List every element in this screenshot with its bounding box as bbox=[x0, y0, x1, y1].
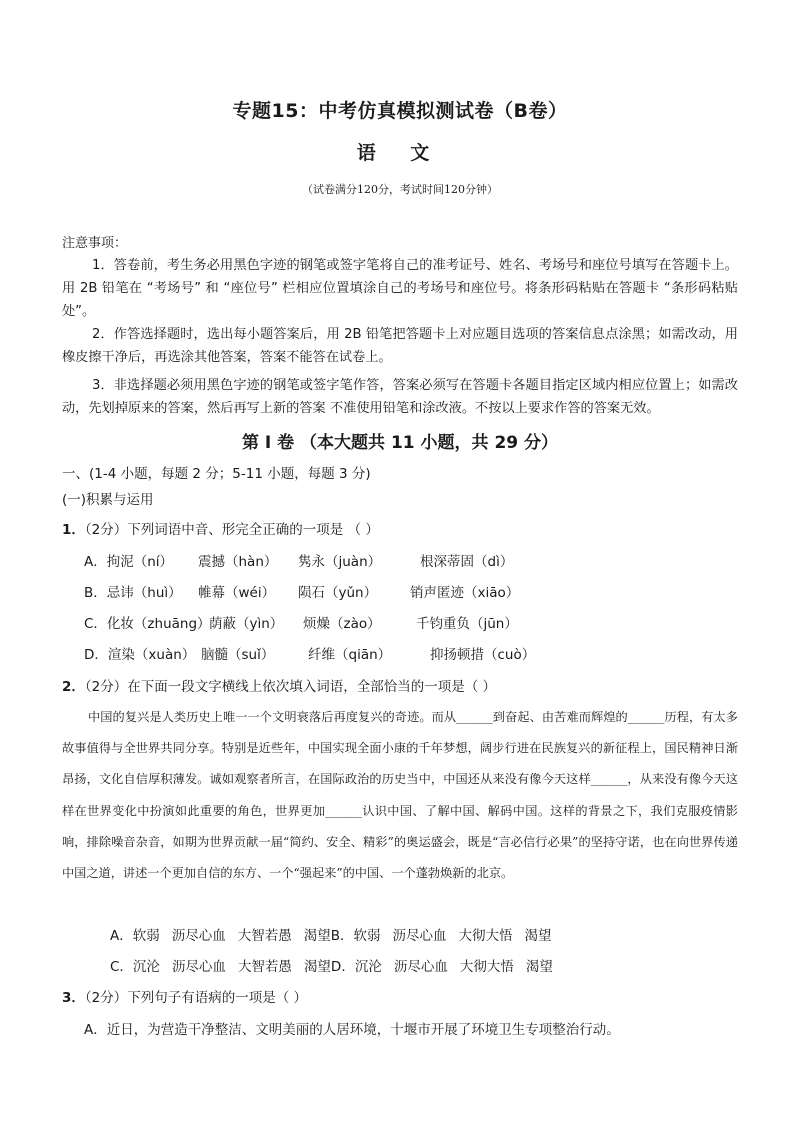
option-word: 大彻大悟 bbox=[459, 959, 514, 975]
option-word: 沥尽心血 bbox=[171, 928, 226, 944]
question-stem: （2分）在下面一段文字横线上依次填入词语，全部恰当的一项是（ ） bbox=[84, 679, 497, 695]
q1-option-c bbox=[84, 612, 518, 632]
q1-option-a bbox=[84, 550, 513, 570]
option-word: B．忌讳（huì） bbox=[84, 585, 182, 601]
option-word: 沥尽心血 bbox=[171, 959, 226, 975]
option-word: 隽永（juàn） bbox=[298, 554, 382, 570]
question-3 bbox=[62, 986, 307, 1006]
option-word: 渴望 bbox=[525, 959, 553, 975]
q2-options-row-1 bbox=[110, 924, 564, 944]
option-word: 销声匿迹（xiāo） bbox=[410, 585, 520, 601]
option-word: 震撼（hàn） bbox=[198, 554, 278, 570]
option-word: 荫蔽（yìn） bbox=[209, 616, 284, 632]
option-word: 根深蒂固（dì） bbox=[420, 554, 514, 570]
option-word: 抑扬顿措（cuò） bbox=[430, 647, 536, 663]
q1-option-b bbox=[84, 581, 519, 601]
question-stem: （2分）下列词语中音、形完全正确的一项是 （ ） bbox=[84, 522, 379, 538]
question-stem: （2分）下列句子有语病的一项是（ ） bbox=[84, 990, 308, 1006]
part-heading: 一、(1-4 小题，每题 2 分；5-11 小题，每题 3 分) bbox=[62, 466, 371, 482]
option-word: 千钧重负（jūn） bbox=[416, 616, 518, 632]
option-word: 帷幕（wéi） bbox=[198, 585, 276, 601]
option-word: C．沉沦 bbox=[110, 959, 160, 975]
q1-option-d bbox=[84, 643, 535, 663]
subject-title: 语 文 bbox=[356, 142, 444, 164]
note-item-2: 2．作答选择题时，选出每小题答案后，用 2B 铅笔把答题卡上对应题目选项的答案信息点涂黑；如需改动，用橡皮擦干净后，再选涂其他答案，答案不能答在试卷上。 bbox=[62, 327, 738, 365]
option-word: 脑髓（suǐ） bbox=[201, 647, 275, 663]
option-word: 渴望B．软弱 bbox=[303, 928, 381, 944]
option-word: A．拘泥（ní） bbox=[84, 554, 174, 570]
question-number: 2． bbox=[62, 679, 85, 695]
option-word: C．化妆（zhuāng） bbox=[84, 616, 211, 632]
section-heading: 第 I 卷 （本大题共 11 小题，共 29 分） bbox=[241, 433, 559, 453]
page-title: 专题15：中考仿真模拟测试卷（B卷） bbox=[232, 100, 568, 122]
q2-passage: 中国的复兴是人类历史上唯一一个文明衰落后再度复兴的奇迹。而从______到奋起、由苦难而辉煌的______历程，有太多故事值得与全世界共同分享。特别是近些年，中国实现全面小康的千年梦想，阔步行进在民族复兴的新征程上，国民精神日渐昂扬，文化自信厚积薄发。诚如观察者所言，在国际政治的历史当中，中国还从来没有像今天这样______，从来没有像今天这样在世界变化中扮演如此重要的角色，世界更加______认识中国、了解中国、解码中国。这样的背景之下，我们克服疫情影响，排除噪音杂音，如期为世界贡献一届“简约、安全、精彩”的奥运盛会，既是“言必信行必果”的坚持守诺，也在向世界传递中国之道，讲述一个更加自信的东方、一个“强起来”的中国、一个蓬勃焕新的北京。 bbox=[62, 710, 738, 881]
option-word: 烦燥（zào） bbox=[303, 616, 381, 632]
question-1 bbox=[62, 518, 379, 538]
notes-title: 注意事项： bbox=[62, 236, 128, 251]
note-item-1: 1．答卷前，考生务必用黑色字迹的钢笔或签字笔将自己的准考证号、姓名、考场号和座位号填写在答题卡上。用 2B 铅笔在 “考场号” 和 “座位号” 栏相应位置填涂自己的考场号和座位号。将条形码粘贴在答题卡 “条形码粘贴处”。 bbox=[62, 258, 738, 319]
option-word: 大彻大悟 bbox=[458, 928, 513, 944]
option-word: 渴望 bbox=[524, 928, 552, 944]
option-word: 渴望D．沉沦 bbox=[303, 959, 382, 975]
option-word: 纤维（qiān） bbox=[308, 647, 392, 663]
option-word: 大智若愚 bbox=[237, 928, 292, 944]
sub-heading: (一)积累与运用 bbox=[62, 492, 154, 508]
option-word: 大智若愚 bbox=[237, 959, 292, 975]
note-item-3: 3．非选择题必须用黑色字迹的钢笔或签字笔作答，答案必须写在答题卡各题目指定区域内相应位置上；如需改动，先划掉原来的答案，然后再写上新的答案 不准使用铅笔和涂改液。不按以上要求作答的答案无效。 bbox=[62, 378, 738, 416]
question-2 bbox=[62, 675, 496, 695]
option-word: 沥尽心血 bbox=[392, 928, 447, 944]
option-word: 陨石（yǔn） bbox=[298, 585, 378, 601]
option-word: 沥尽心血 bbox=[393, 959, 448, 975]
exam-info: （试卷满分120分，考试时间120分钟） bbox=[302, 183, 498, 196]
q3-option-a: A．近日，为营造干净整洁、文明美丽的人居环境，十堰市开展了环境卫生专项整治行动。 bbox=[84, 1022, 620, 1038]
question-number: 3． bbox=[62, 990, 85, 1006]
option-word: D．渲染（xuàn） bbox=[84, 647, 196, 663]
question-number: 1． bbox=[62, 522, 85, 538]
q2-options-row-2 bbox=[110, 955, 565, 975]
option-word: A．软弱 bbox=[110, 928, 160, 944]
